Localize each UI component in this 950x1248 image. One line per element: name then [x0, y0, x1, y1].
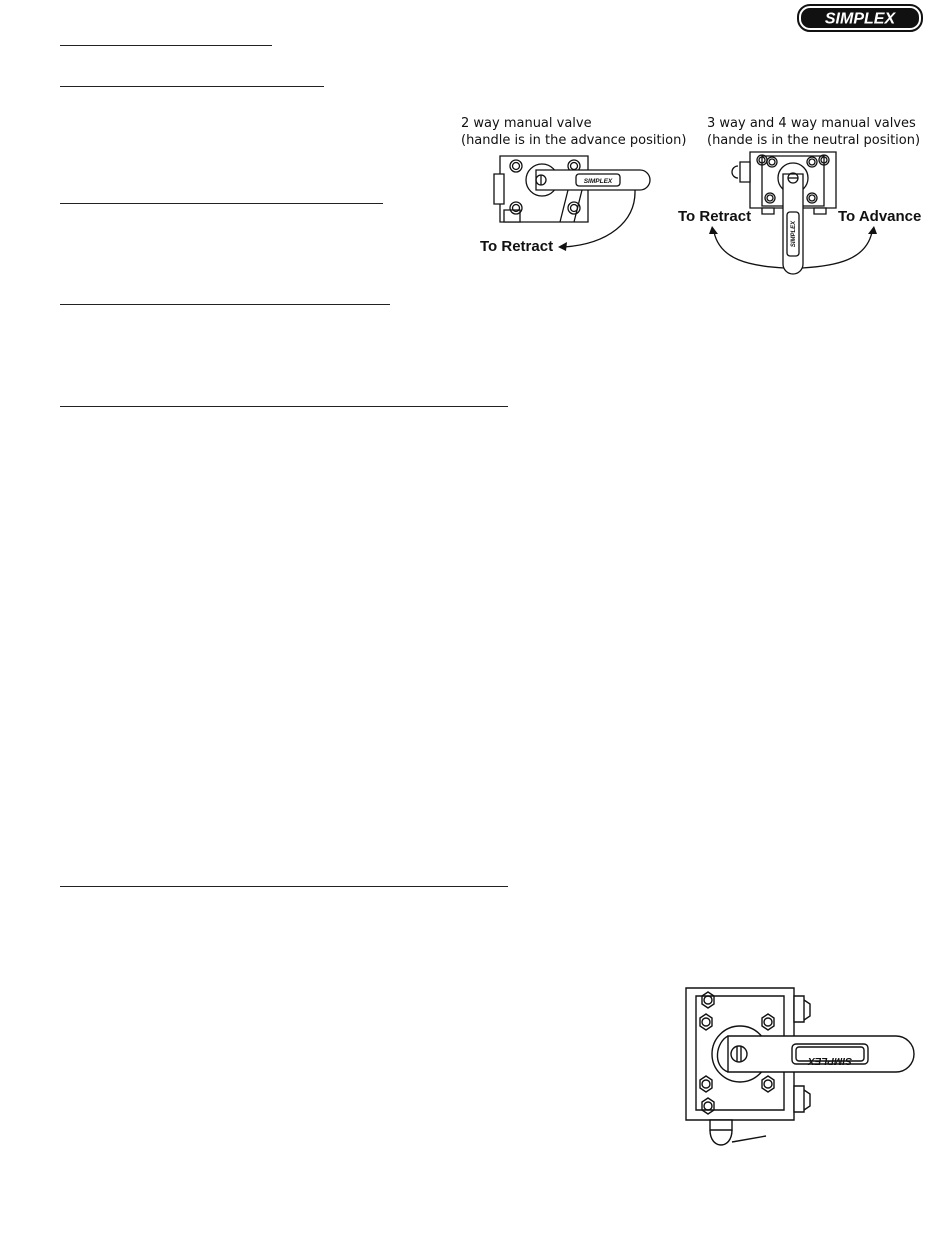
two-way-handle-text: SIMPLEX [583, 178, 613, 185]
section-rule-1 [60, 45, 272, 46]
simplex-logo [796, 3, 924, 33]
four-way-handle-text: SIMPLEX [791, 220, 797, 248]
four-way-caption-line2: (hande is in the neutral position) [707, 133, 921, 148]
two-way-caption-line2: (handle is in the advance position) [461, 133, 687, 148]
section-rule-2 [60, 86, 324, 87]
two-way-caption-line1: 2 way manual valve [461, 116, 592, 131]
two-way-retract-label: To Retract [480, 238, 554, 255]
four-way-retract-label: To Retract [678, 208, 752, 225]
section-rule-5 [60, 406, 508, 407]
valve-detail-diagram [680, 982, 916, 1154]
four-way-advance-label: To Advance [838, 208, 922, 225]
detail-handle-text: SIMPLEX [808, 1055, 852, 1066]
section-rule-6 [60, 886, 508, 887]
four-way-caption-line1: 3 way and 4 way manual valves [707, 116, 916, 131]
logo-text: SIMPLEX [824, 10, 896, 28]
section-rule-4 [60, 304, 390, 305]
section-rule-3 [60, 203, 383, 204]
